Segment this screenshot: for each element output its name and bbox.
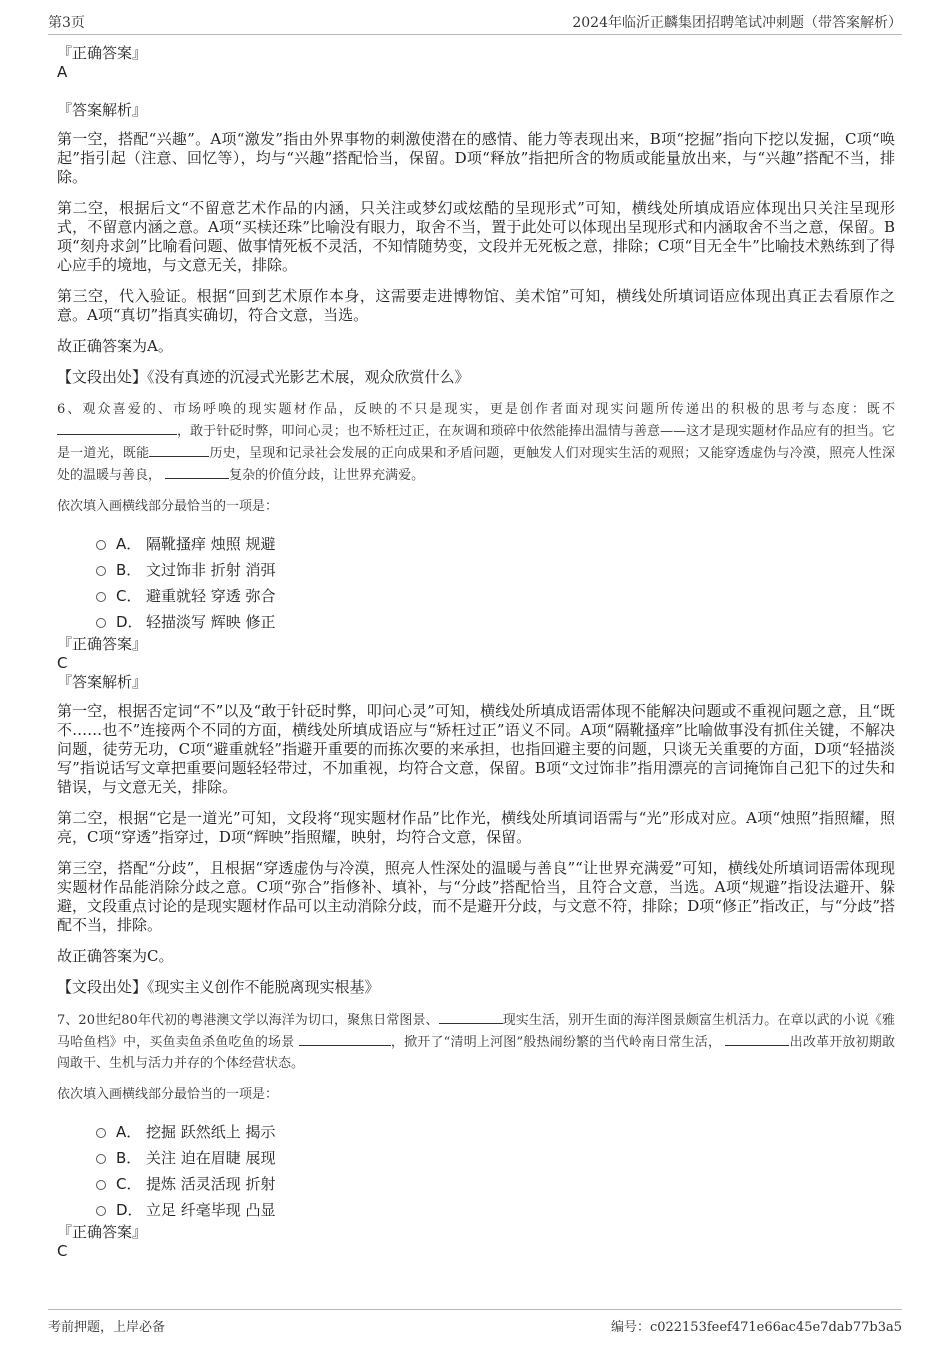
radio-icon[interactable]	[96, 1180, 106, 1190]
option-c[interactable]: C． 提炼 活灵活现 折射	[96, 1171, 895, 1197]
fill-blank	[725, 1031, 789, 1046]
radio-icon[interactable]	[96, 1128, 106, 1138]
source-prefix: 【文段出处】	[57, 368, 148, 386]
analysis-conclusion: 故正确答案为A。	[57, 337, 173, 355]
source-prefix: 【文段出处】	[57, 978, 148, 996]
radio-icon[interactable]	[96, 592, 106, 602]
correct-answer-label: 『正确答案』	[57, 635, 148, 653]
analysis-label: 『答案解析』	[57, 101, 148, 119]
radio-icon[interactable]	[96, 1154, 106, 1164]
question-7-options	[57, 1119, 895, 1223]
stem-text: 复杂的价值分歧，让世界充满爱。	[229, 468, 425, 483]
source-title: 《现实主义创作不能脱离现实根基》	[147, 978, 380, 996]
option-b[interactable]: B． 关注 迫在眉睫 展现	[96, 1145, 895, 1171]
radio-icon[interactable]	[96, 618, 106, 628]
fill-blank	[57, 420, 177, 435]
analysis-paragraph: 第一空，根据否定词“不”以及“敢于针砭时弊，叩问心灵”可知，横线处所填成语需体现不能解决问题或不重视问题之意，且“既不……也不”连接两个不同的方面，横线处所填成语应与“矫枉过正”语义不同。A项“隔靴搔痒”比喻做事没有抓住关键，不解决问题，徒劳无功，C项“避重就轻”指避开重要的而拣次要的来承担，也指回避主要的问题，只谈无关重要的方面，D项“轻描淡写”指说话写文章把重要问题轻轻带过，不加重视，均符合文意，保留。B项“文过饰非”指用漂亮的言词掩饰自己犯下的过失和错误，与文意无关，排除。	[57, 702, 895, 796]
radio-icon[interactable]	[96, 540, 106, 550]
option-a[interactable]: A． 挖掘 跃然纸上 揭示	[96, 1119, 895, 1145]
question-instruction: 依次填入画横线部分最恰当的一项是：	[57, 1087, 279, 1102]
correct-answer-value: A	[57, 63, 68, 81]
question-7-stem	[57, 1009, 895, 1074]
stem-text: 现实生活，别开生面的海洋图景颇富生机活力。在章以武的小说《雅马哈鱼档》中，买鱼卖鱼杀鱼吃鱼的场景	[57, 1013, 895, 1050]
analysis-paragraph: 第一空，搭配“兴趣”。A项“激发”指由外界事物的刺激使潜在的感情、能力等表现出来，B项“挖掘”指向下挖以发掘，C项“唤起”指引起（注意、回忆等），均与“兴趣”搭配恰当，保留。D项“释放”指把所含的物质或能量放出来，与“兴趣”搭配不当，排除。	[57, 130, 895, 186]
stem-text: 历史，呈现和记录社会发展的正向成果和矛盾问题，更触发人们对现实生活的观照；又能穿透虚伪与冷漠，照亮人性深处的温暖与善良，	[57, 446, 895, 483]
stem-text: ，敢于针砭时弊，叩问心灵；也不矫枉过正，在灰调和琐碎中依然能捧出温情与善意——这才是现实题材作品应有的担当。它是一道光，既能	[57, 424, 895, 461]
correct-answer-label: 『正确答案』	[57, 44, 148, 62]
page-header	[48, 12, 902, 35]
option-d[interactable]: D． 轻描淡写 辉映 修正	[96, 609, 895, 635]
stem-text: ，掀开了“清明上河图”般热闹纷繁的当代岭南日常生活，	[390, 1035, 722, 1050]
analysis-paragraph: 第二空，根据后文“不留意艺术作品的内涵，只关注或梦幻或炫酷的呈现形式”可知，横线处所填成语应体现出只关注呈现形式，不留意内涵之意。A项“买椟还珠”比喻没有眼力，取舍不当，置于此处可以体现出呈现形式和内涵取舍不当之意，保留。B项“刻舟求剑”比喻看问题、做事情死板不灵活，不知情随势变，文段并无死板之意，排除；C项“目无全牛”比喻技术熟练到了得心应手的境地，与文意无关，排除。	[57, 199, 895, 274]
option-d[interactable]: D． 立足 纤毫毕现 凸显	[96, 1197, 895, 1223]
correct-answer-value: C	[57, 1242, 68, 1260]
option-a[interactable]: A． 隔靴搔痒 烛照 规避	[96, 531, 895, 557]
option-c[interactable]: C． 避重就轻 穿透 弥合	[96, 583, 895, 609]
question-instruction: 依次填入画横线部分最恰当的一项是：	[57, 499, 279, 514]
page-footer	[48, 1309, 902, 1336]
correct-answer-value: C	[57, 654, 68, 672]
analysis-label: 『答案解析』	[57, 673, 148, 691]
stem-text: 出改革开放初期敢闯敢干、生机与活力并存的个体经营状态。	[57, 1035, 895, 1071]
radio-icon[interactable]	[96, 1206, 106, 1216]
correct-answer-label: 『正确答案』	[57, 1223, 148, 1241]
source-citation	[57, 368, 895, 387]
page-number: 第3页	[48, 15, 85, 31]
footer-slogan: 考前押题，上岸必备	[48, 1320, 166, 1335]
document-code: 编号：c022153feef471e66ac45e7dab77b3a5	[610, 1320, 902, 1335]
analysis-paragraph: 第三空，代入验证。根据“回到艺术原作本身，这需要走进博物馆、美术馆”可知，横线处所填词语应体现出真正去看原作之意。A项“真切”指真实确切，符合文意，当选。	[57, 287, 895, 324]
option-b[interactable]: B． 文过饰非 折射 消弭	[96, 557, 895, 583]
question-6-options	[57, 531, 895, 635]
fill-blank	[439, 1009, 503, 1024]
fill-blank	[149, 442, 209, 457]
stem-text: 6、观众喜爱的、市场呼唤的现实题材作品，反映的不只是现实，更是创作者面对现实问题所传递出的积极的思考与态度：既不	[57, 402, 895, 417]
radio-icon[interactable]	[96, 566, 106, 576]
question-6-stem	[57, 399, 895, 486]
analysis-conclusion: 故正确答案为C。	[57, 947, 174, 965]
analysis-paragraph: 第三空，搭配“分歧”，且根据“穿透虚伪与冷漠，照亮人性深处的温暖与善良”“让世界充满爱”可知，横线处所填词语需体现现实题材作品能消除分歧之意。C项“弥合”指修补、填补，与“分歧”搭配恰当，且符合文意，当选。A项“规避”指设法避开、躲避，文段重点讨论的是现实题材作品可以主动消除分歧，而不是避开分歧，与文意不符，排除；D项“修正”指改正，与“分歧”搭配不当，排除。	[57, 859, 895, 934]
fill-blank	[299, 1031, 391, 1046]
source-title: 《没有真迹的沉浸式光影艺术展，观众欣赏什么》	[147, 368, 470, 386]
analysis-paragraph: 第二空，根据“它是一道光”可知，文段将“现实题材作品”比作光，横线处所填词语需与“光”形成对应。A项“烛照”指照耀，照亮，C项“穿透”指穿过，D项“辉映”指照耀，映射，均符合文意，保留。	[57, 809, 895, 846]
document-title: 2024年临沂正麟集团招聘笔试冲刺题（带答案解析）	[572, 15, 902, 31]
source-citation	[57, 978, 895, 997]
page-content	[57, 44, 895, 1261]
stem-text: 7、20世纪80年代初的粤港澳文学以海洋为切口，聚焦日常图景、	[57, 1013, 439, 1028]
fill-blank	[165, 464, 229, 479]
